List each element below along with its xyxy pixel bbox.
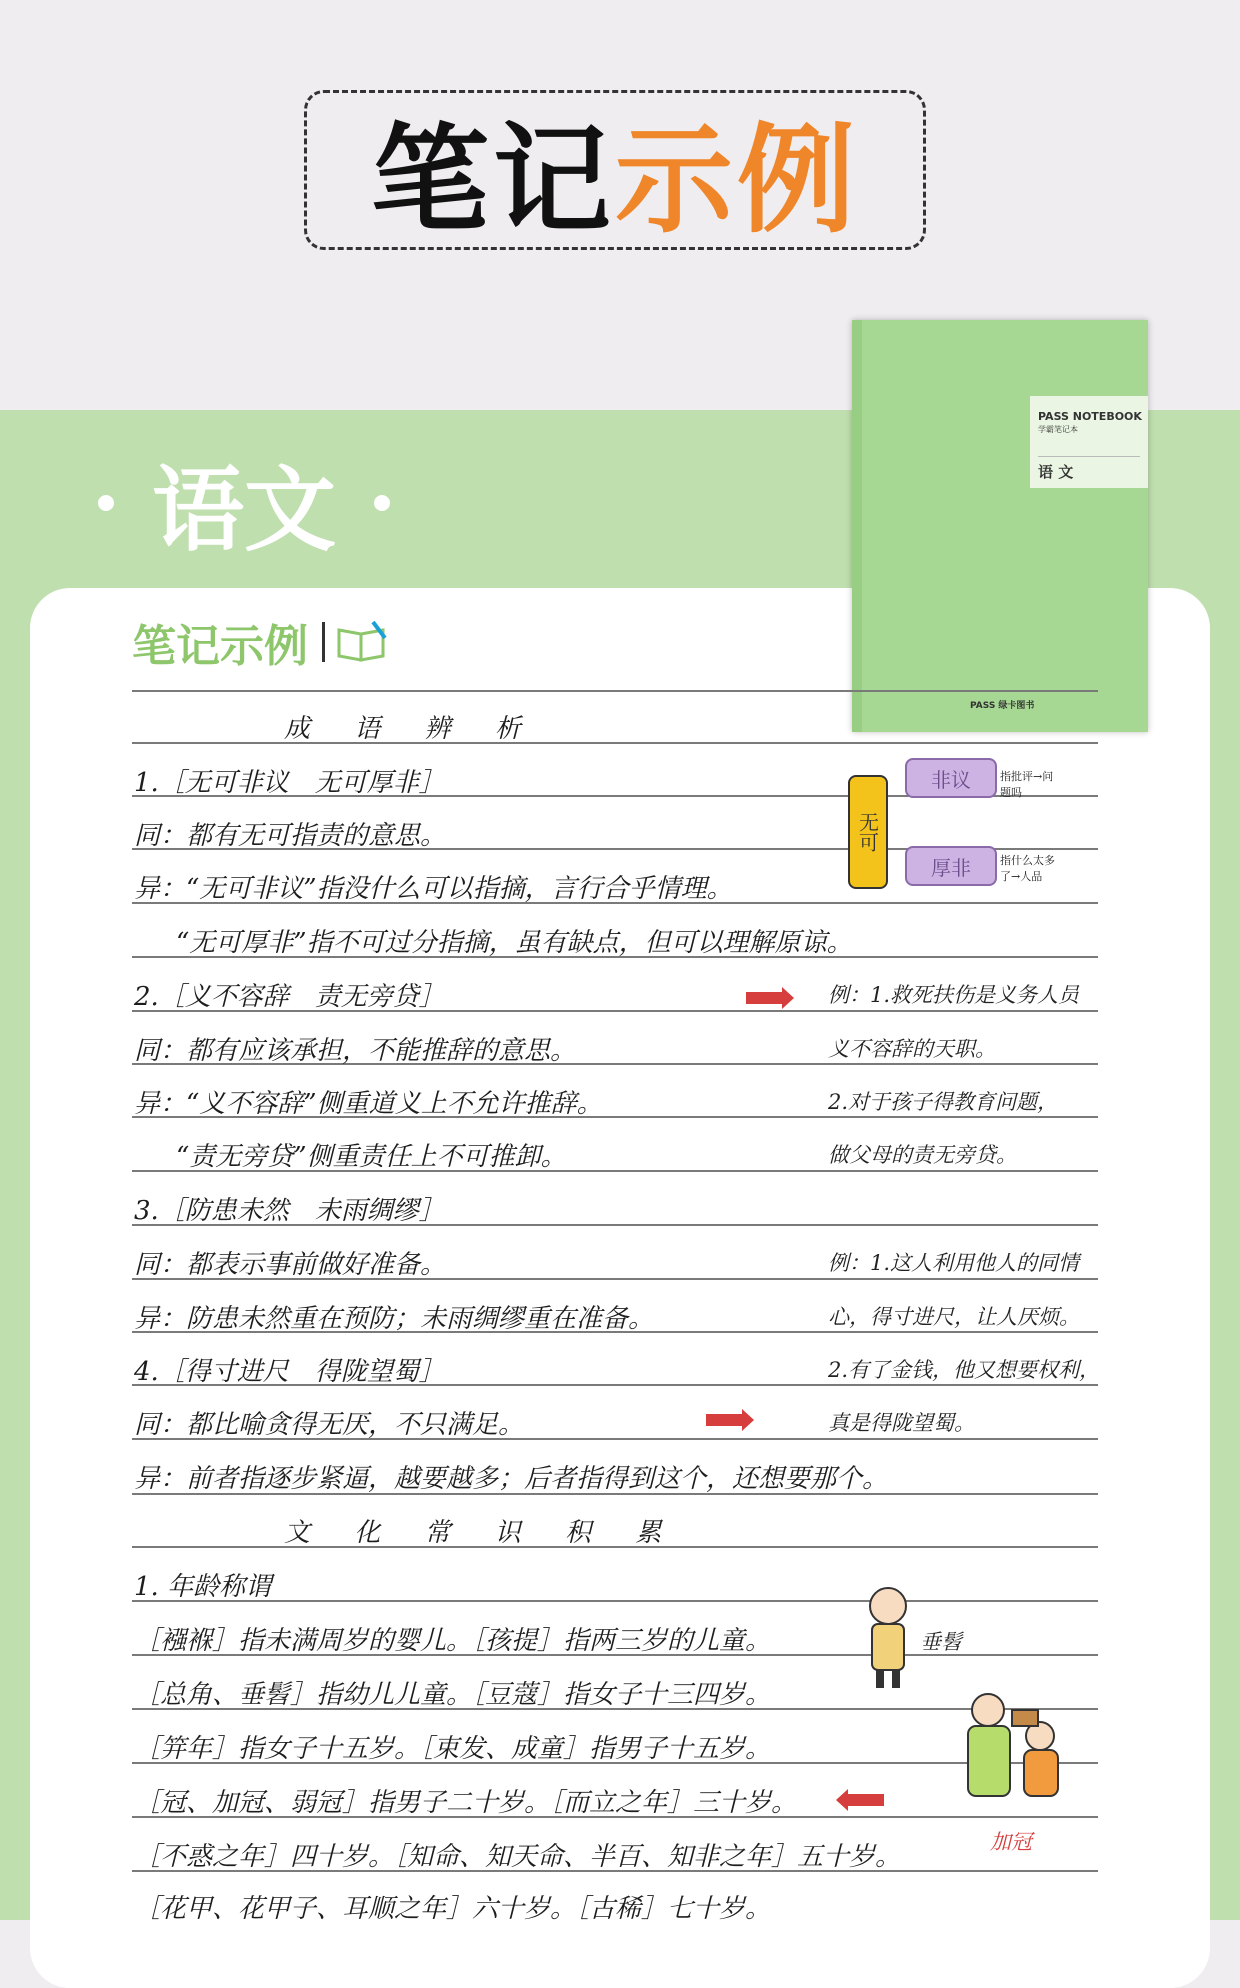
side-note: 例：1.救死扶伤是义务人员 (828, 983, 1080, 1007)
crowning-figure-icon (958, 1680, 1068, 1810)
side-note: 2.有了金钱，他又想要权利， (828, 1358, 1101, 1382)
tag-upper-note: 指批评→问题吗 (1000, 770, 1054, 799)
note-line: 同：都有无可指责的意思。 (134, 821, 447, 851)
note-line: ［花甲、花甲子、耳顺之年］六十岁。［古稀］七十岁。 (134, 1894, 772, 1924)
notebook-footer: PASS 绿卡图书 (970, 701, 1035, 711)
note-line: 4.［得寸进尺 得陇望蜀］ (134, 1357, 445, 1387)
side-note: 真是得陇望蜀。 (828, 1411, 975, 1435)
panel-heading (132, 610, 389, 674)
side-note: 做父母的责无旁贷。 (828, 1143, 1017, 1167)
note-line: ［襁褓］指未满周岁的婴儿。［孩提］指两三岁的儿童。 (134, 1626, 772, 1656)
arrow-right-icon (746, 992, 784, 1004)
notebook-brand: PASS NOTEBOOK (1038, 410, 1142, 423)
panel-heading-text: 笔记示例 (132, 621, 308, 672)
title-part1: 笔记 (370, 111, 615, 249)
notebook-label (1030, 396, 1148, 488)
notebook-cover (852, 320, 1148, 732)
rule-line (132, 1600, 1098, 1602)
subject-heading (60, 448, 428, 564)
note-line: 同：都有应该承担，不能推辞的意思。 (134, 1036, 577, 1066)
tag-vertical: 无可 (848, 775, 888, 889)
note-line: ［不惑之年］四十岁。［知命、知天命、半百、知非之年］五十岁。 (134, 1842, 902, 1872)
note-line: 异：“义不容辞”侧重道义上不允许推辞。 (134, 1089, 603, 1119)
note-line: ［冠、加冠、弱冠］指男子二十岁。［而立之年］三十岁。 (134, 1788, 798, 1818)
dot-icon (98, 495, 114, 511)
divider (322, 622, 325, 662)
note-line: 同：都比喻贪得无厌，不只满足。 (134, 1410, 525, 1440)
dot-icon (374, 495, 390, 511)
note-line: “无可厚非”指不可过分指摘，虽有缺点，但可以理解原谅。 (150, 928, 853, 958)
tag-lower: 厚非 (905, 846, 997, 886)
title-part2: 示例 (615, 111, 860, 249)
note-line: 1. 年龄称谓 (134, 1572, 272, 1602)
note-line: 2.［义不容辞 责无旁贷］ (134, 982, 445, 1012)
section-title: 成 语 辨 析 (284, 714, 539, 744)
note-line: 3.［防患未然 未雨绸缪］ (134, 1196, 445, 1226)
arrow-left-icon (846, 1794, 884, 1806)
child-figure-icon (858, 1582, 918, 1694)
arrow-right-icon (706, 1414, 744, 1426)
note-line: 异：前者指逐步紧逼，越要越多；后者指得到这个，还想要那个。 (134, 1464, 889, 1494)
title-banner (304, 90, 926, 250)
rule-line (132, 690, 1098, 692)
figure-label: 垂髫 (920, 1630, 962, 1654)
note-line: ［笄年］指女子十五岁。［束发、成童］指男子十五岁。 (134, 1734, 772, 1764)
notebook-subject: 语 文 (1038, 456, 1140, 482)
note-line: 同：都表示事前做好准备。 (134, 1250, 447, 1280)
notebook-spine (852, 320, 862, 732)
tag-upper: 非议 (905, 758, 997, 798)
tag-lower-note: 指什么太多了→人品 (1000, 854, 1055, 883)
side-note: 例：1.这人利用他人的同情 (828, 1251, 1080, 1275)
rule-line (132, 742, 1098, 744)
note-line: “责无旁贷”侧重责任上不可推卸。 (150, 1142, 567, 1172)
side-note: 义不容辞的天职。 (828, 1037, 996, 1061)
subject-label: 语文 (152, 457, 337, 564)
note-line: ［总角、垂髫］指幼儿儿童。［豆蔻］指女子十三四岁。 (134, 1680, 772, 1710)
note-line: 异：“无可非议”指没什么可以指摘，言行合乎情理。 (134, 874, 733, 904)
notebook-subline: 学霸笔记本 (1038, 425, 1078, 434)
side-note: 2.对于孩子得教育问题， (828, 1090, 1059, 1114)
side-note: 心，得寸进尺，让人厌烦。 (828, 1305, 1080, 1329)
figure-label: 加冠 (990, 1830, 1032, 1854)
note-line: 异：防患未然重在预防；未雨绸缪重在准备。 (134, 1304, 655, 1334)
open-book-icon (335, 620, 389, 664)
section-title: 文 化 常 识 积 累 (284, 1518, 680, 1548)
note-line: 1.［无可非议 无可厚非］ (134, 768, 445, 798)
